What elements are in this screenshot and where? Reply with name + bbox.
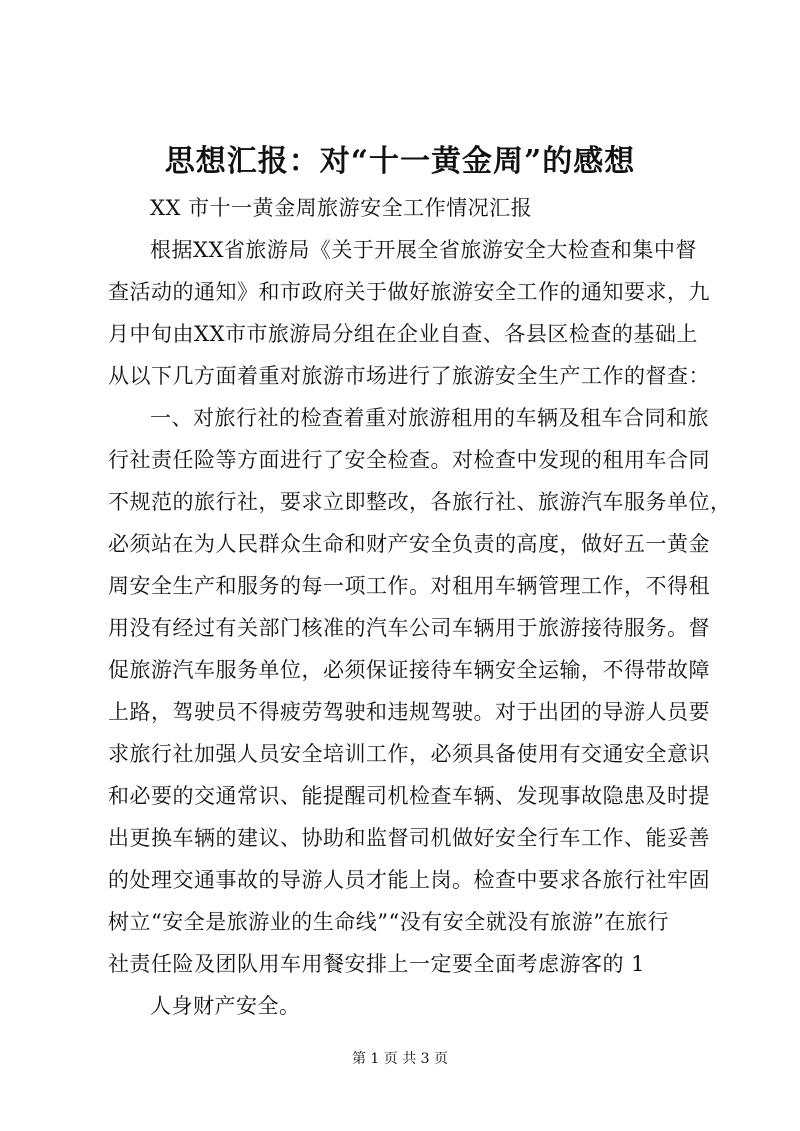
paragraph-line: 上路，驾驶员不得疲劳驾驶和违规驾驶。对于出团的导游人员要 bbox=[108, 700, 710, 724]
paragraph-line: 社责任险及团队用车用餐安排上一定要全面考虑游客的 1 bbox=[108, 952, 646, 976]
paragraph-line: 树立“安全是旅游业的生命线”“没有安全就没有旅游”在旅行 bbox=[108, 910, 669, 934]
report-heading-line: XX 市十一黄金周旅游安全工作情况汇报 bbox=[150, 196, 533, 220]
paragraph-line: 促旅游汽车服务单位，必须保证接待车辆安全运输，不得带故障 bbox=[108, 658, 710, 682]
paragraph-line: 周安全生产和服务的每一项工作。对租用车辆管理工作，不得租 bbox=[108, 574, 710, 598]
paragraph-line: 不规范的旅行社，要求立即整改，各旅行社、旅游汽车服务单位， bbox=[108, 490, 732, 514]
paragraph-line: 和必要的交通常识、能提醒司机检查车辆、发现事故隐患及时提 bbox=[108, 784, 710, 808]
paragraph-line: 必须站在为人民群众生命和财产安全负责的高度，做好五一黄金 bbox=[108, 532, 710, 556]
paragraph-line: 一、对旅行社的检查着重对旅游租用的车辆及租车合同和旅 bbox=[150, 406, 709, 430]
paragraph-line: 根据XX省旅游局《关于开展全省旅游安全大检查和集中督 bbox=[150, 238, 697, 262]
paragraph-line: 行社责任险等方面进行了安全检查。对检查中发现的租用车合同 bbox=[108, 448, 710, 472]
paragraph-line: 的处理交通事故的导游人员才能上岗。检查中要求各旅行社牢固 bbox=[108, 868, 710, 892]
page-footer: 第 1 页 共 3 页 bbox=[351, 1051, 449, 1067]
paragraph-line: 求旅行社加强人员安全培训工作，必须具备使用有交通安全意识 bbox=[108, 742, 710, 766]
paragraph-line: 人身财产安全。 bbox=[150, 994, 301, 1018]
document-title: 思想汇报：对“十一黄金周”的感想 bbox=[164, 144, 636, 179]
paragraph-line: 查活动的通知》和市政府关于做好旅游安全工作的通知要求，九 bbox=[108, 280, 710, 304]
paragraph-line: 从以下几方面着重对旅游市场进行了旅游安全生产工作的督查： bbox=[108, 364, 710, 388]
paragraph-line: 用没有经过有关部门核准的汽车公司车辆用于旅游接待服务。督 bbox=[108, 616, 710, 640]
paragraph-line: 月中旬由XX市市旅游局分组在企业自查、各县区检查的基础上 bbox=[108, 322, 698, 346]
paragraph-line: 出更换车辆的建议、协助和监督司机做好安全行车工作、能妥善 bbox=[108, 826, 710, 850]
